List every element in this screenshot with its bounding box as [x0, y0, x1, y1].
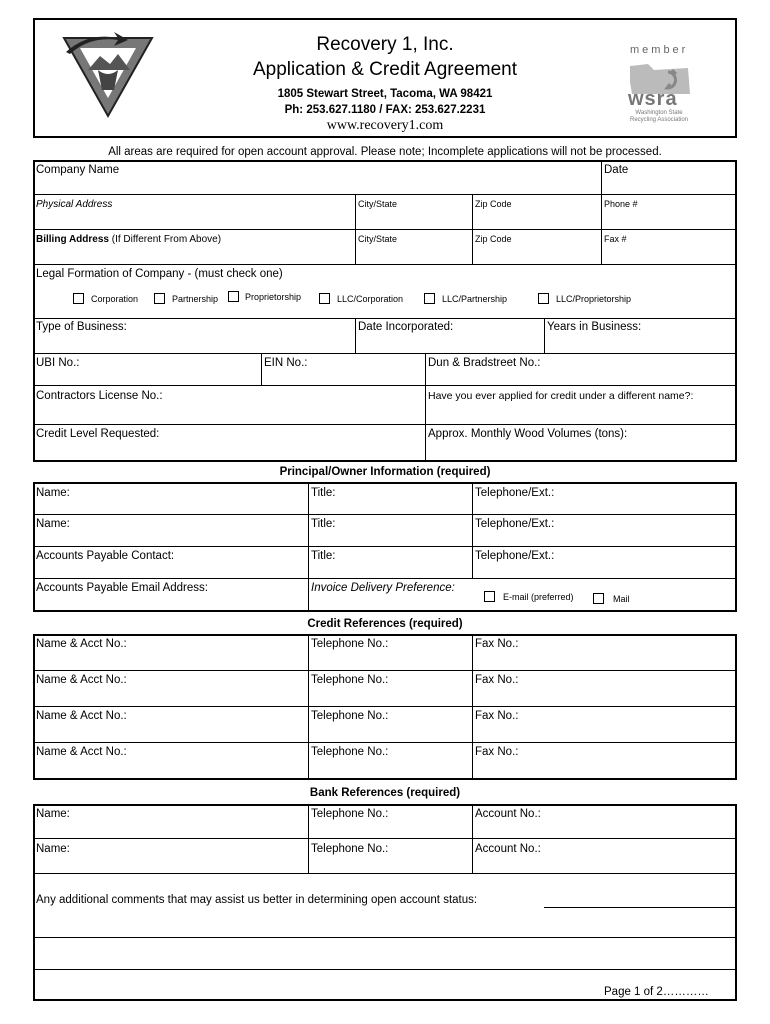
ap-contact-title[interactable]: Title:	[311, 550, 336, 562]
wsra-logo: wsra	[628, 88, 678, 110]
notice-text: All areas are required for open account approval. Please note; Incomplete applications will not be processed.	[108, 146, 662, 158]
different-name-field[interactable]: Have you ever applied for credit under a different name?:	[428, 390, 694, 402]
ap-contact-field[interactable]: Accounts Payable Contact:	[36, 550, 175, 562]
years-in-business-field[interactable]: Years in Business:	[547, 321, 642, 333]
credit-ref-name-2[interactable]: Name & Acct No.:	[36, 674, 127, 686]
credit-ref-telephone-4[interactable]: Telephone No.:	[311, 746, 389, 758]
proprietorship-checkbox[interactable]	[228, 291, 239, 302]
contractors-license-field[interactable]: Contractors License No.:	[36, 390, 163, 402]
page-number: Page 1 of 2…………	[604, 986, 709, 998]
billing-zip-code-field[interactable]: Zip Code	[475, 234, 512, 244]
llc-corporation-label: LLC/Corporation	[337, 294, 404, 304]
llc-proprietorship-checkbox[interactable]	[538, 293, 549, 304]
bank-ref-account-1[interactable]: Account No.:	[475, 808, 541, 820]
bank-ref-account-2[interactable]: Account No.:	[475, 843, 541, 855]
credit-ref-fax-2[interactable]: Fax No.:	[475, 674, 519, 686]
principal-telephone-1[interactable]: Telephone/Ext.:	[475, 487, 555, 499]
credit-references-heading: Credit References (required)	[307, 618, 463, 630]
principal-title-2[interactable]: Title:	[311, 518, 336, 530]
bank-references-heading: Bank References (required)	[309, 787, 461, 799]
ap-email-field[interactable]: Accounts Payable Email Address:	[36, 582, 208, 594]
company-name-heading: Recovery 1, Inc.	[316, 34, 454, 55]
billing-city-state-field[interactable]: City/State	[358, 234, 398, 244]
principal-name-1[interactable]: Name:	[36, 487, 70, 499]
company-address: 1805 Stewart Street, Tacoma, WA 98421	[277, 88, 493, 100]
partnership-checkbox[interactable]	[154, 293, 165, 304]
ap-contact-telephone[interactable]: Telephone/Ext.:	[475, 550, 555, 562]
invoice-preference-label: Invoice Delivery Preference:	[311, 582, 455, 594]
additional-comments-line[interactable]	[544, 907, 736, 908]
fax-field[interactable]: Fax #	[604, 234, 627, 244]
corporation-checkbox[interactable]	[73, 293, 84, 304]
credit-ref-fax-3[interactable]: Fax No.:	[475, 710, 519, 722]
partnership-label: Partnership	[172, 294, 219, 304]
llc-corporation-checkbox[interactable]	[319, 293, 330, 304]
email-preferred-label: E-mail (preferred)	[503, 592, 574, 602]
form-title: Application & Credit Agreement	[252, 59, 518, 80]
duns-field[interactable]: Dun & Bradstreet No.:	[428, 357, 541, 369]
physical-address-field[interactable]: Physical Address	[36, 199, 113, 210]
ubi-field[interactable]: UBI No.:	[36, 357, 80, 369]
credit-ref-fax-4[interactable]: Fax No.:	[475, 746, 519, 758]
principal-name-2[interactable]: Name:	[36, 518, 70, 530]
company-phone-fax: Ph: 253.627.1180 / FAX: 253.627.2231	[284, 104, 486, 116]
llc-partnership-label: LLC/Partnership	[442, 294, 508, 304]
wood-volumes-field[interactable]: Approx. Monthly Wood Volumes (tons):	[428, 428, 628, 440]
type-of-business-field[interactable]: Type of Business:	[36, 321, 127, 333]
mail-label: Mail	[613, 594, 630, 604]
llc-proprietorship-label: LLC/Proprietorship	[556, 294, 632, 304]
proprietorship-label: Proprietorship	[245, 292, 302, 302]
corporation-label: Corporation	[91, 294, 139, 304]
credit-ref-telephone-2[interactable]: Telephone No.:	[311, 674, 389, 686]
credit-ref-name-4[interactable]: Name & Acct No.:	[36, 746, 127, 758]
credit-level-field[interactable]: Credit Level Requested:	[36, 428, 160, 440]
date-incorporated-field[interactable]: Date Incorporated:	[358, 321, 454, 333]
llc-partnership-checkbox[interactable]	[424, 293, 435, 304]
principal-title-1[interactable]: Title:	[311, 487, 336, 499]
billing-address-field[interactable]: Billing Address (If Different From Above)	[36, 234, 222, 245]
city-state-field[interactable]: City/State	[358, 199, 398, 209]
credit-ref-telephone-1[interactable]: Telephone No.:	[311, 638, 389, 650]
credit-ref-name-3[interactable]: Name & Acct No.:	[36, 710, 127, 722]
wsra-subtitle: Washington State Recycling Association	[629, 110, 689, 123]
company-website: www.recovery1.com	[326, 118, 444, 133]
credit-references-box	[33, 634, 737, 780]
email-preferred-checkbox[interactable]	[484, 591, 495, 602]
credit-ref-name-1[interactable]: Name & Acct No.:	[36, 638, 127, 650]
principal-heading: Principal/Owner Information (required)	[279, 466, 491, 478]
company-name-field[interactable]: Company Name	[36, 164, 120, 176]
bank-ref-name-1[interactable]: Name:	[36, 808, 70, 820]
member-label: member	[630, 44, 689, 56]
phone-field[interactable]: Phone #	[604, 199, 638, 209]
credit-ref-fax-1[interactable]: Fax No.:	[475, 638, 519, 650]
bank-ref-name-2[interactable]: Name:	[36, 843, 70, 855]
ein-field[interactable]: EIN No.:	[264, 357, 308, 369]
date-field[interactable]: Date	[604, 164, 629, 176]
additional-comments-label: Any additional comments that may assist us better in determining open account status:	[36, 894, 478, 906]
bank-ref-telephone-2[interactable]: Telephone No.:	[311, 843, 389, 855]
credit-ref-telephone-3[interactable]: Telephone No.:	[311, 710, 389, 722]
zip-code-field[interactable]: Zip Code	[475, 199, 512, 209]
principal-telephone-2[interactable]: Telephone/Ext.:	[475, 518, 555, 530]
mail-checkbox[interactable]	[593, 593, 604, 604]
legal-formation-label: Legal Formation of Company - (must check one)	[36, 268, 283, 280]
bank-ref-telephone-1[interactable]: Telephone No.:	[311, 808, 389, 820]
